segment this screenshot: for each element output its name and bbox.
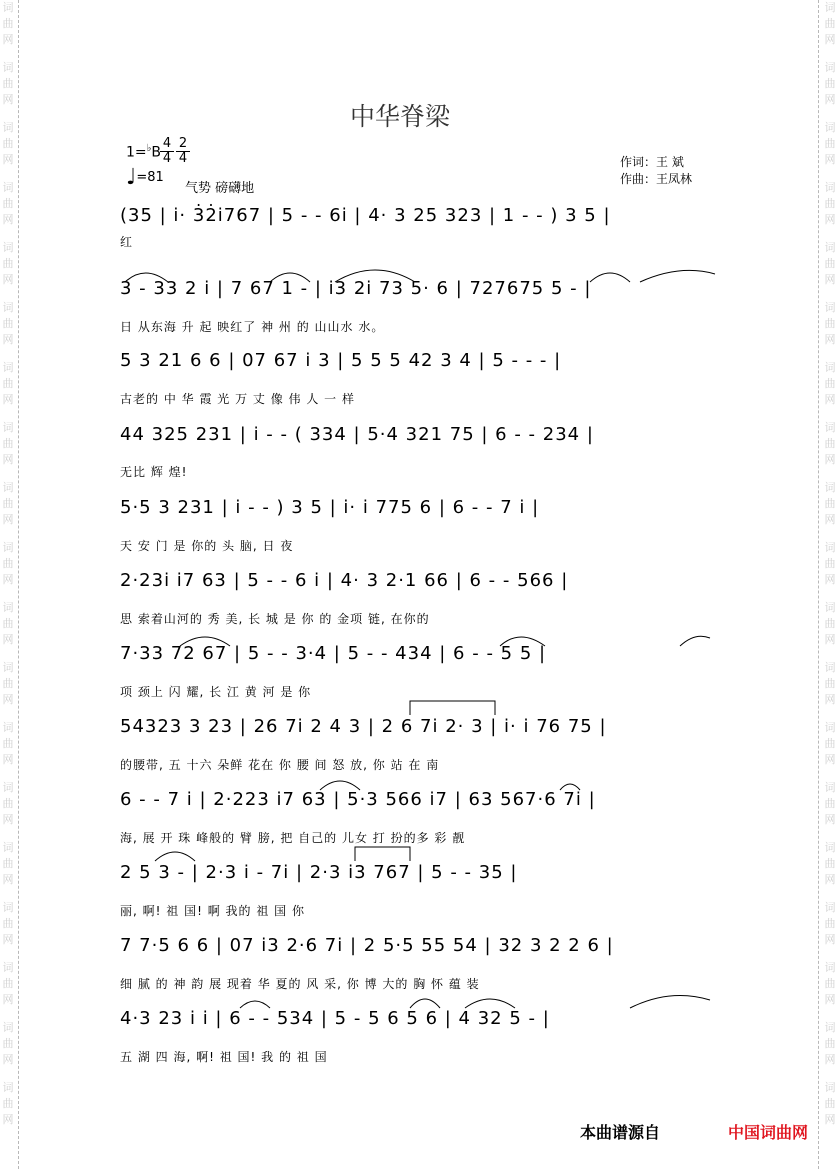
- watermark-glyph: 网: [824, 873, 836, 886]
- watermark-glyph: 网: [2, 573, 14, 586]
- watermark-glyph: 词: [2, 361, 14, 374]
- left-border: [18, 0, 19, 1169]
- watermark-glyph: 曲: [824, 617, 836, 630]
- lyric-line: 海, 展 开 珠 峰般的 臂 膀, 把 自己的 儿女 打 扮的多 彩 靓: [120, 831, 466, 845]
- slur: [120, 697, 720, 717]
- watermark-glyph: 词: [824, 601, 836, 614]
- right-border: [818, 0, 819, 1169]
- watermark-glyph: 词: [2, 841, 14, 854]
- watermark-glyph: 词: [824, 421, 836, 434]
- watermark-glyph: 曲: [824, 737, 836, 750]
- watermark-glyph: 曲: [824, 257, 836, 270]
- watermark-glyph: 网: [2, 1053, 14, 1066]
- watermark-glyph: 词: [2, 241, 14, 254]
- watermark-glyph: 网: [824, 633, 836, 646]
- watermark-glyph: 曲: [2, 917, 14, 930]
- source-site-link[interactable]: 中国词曲网: [727, 1123, 808, 1142]
- watermark-glyph: 曲: [2, 257, 14, 270]
- lyric-line: 思 索着山河的 秀 美, 长 城 是 你 的 金项 链, 在你的: [120, 612, 430, 626]
- watermark-glyph: 词: [824, 1081, 836, 1094]
- watermark-glyph: 网: [2, 93, 14, 106]
- score-system: (35 | i· 3̇2̇i767 | 5 - - 6i | 4· 3 25 323 | 1 - - ) 3 5 |: [120, 205, 611, 226]
- watermark-glyph: 网: [824, 993, 836, 1006]
- watermark-glyph: 词: [824, 1, 836, 14]
- lyricist-credit: 作词：王 斌: [620, 155, 684, 169]
- watermark-glyph: 网: [824, 333, 836, 346]
- watermark-glyph: 词: [2, 1081, 14, 1094]
- watermark-glyph: 网: [2, 993, 14, 1006]
- watermark-glyph: 网: [2, 273, 14, 286]
- watermark-glyph: 网: [2, 393, 14, 406]
- watermark-glyph: 曲: [2, 797, 14, 810]
- score-system: 5 3 21 6 6 | 07 67 i 3 | 5 5 5 42 3 4 | 5 - - - |: [120, 350, 562, 371]
- watermark-glyph: 词: [2, 121, 14, 134]
- watermark-glyph: 词: [824, 1021, 836, 1034]
- watermark-glyph: 词: [2, 481, 14, 494]
- watermark-glyph: 词: [2, 1, 14, 14]
- watermark-glyph: 曲: [2, 977, 14, 990]
- watermark-glyph: 曲: [824, 857, 836, 870]
- composer-credit: 作曲：王凤林: [620, 172, 693, 186]
- watermark-glyph: 曲: [824, 677, 836, 690]
- watermark-glyph: 网: [824, 33, 836, 46]
- lyric-line: 古老的 中 华 霞 光 万 丈 像 伟 人 一 样: [120, 392, 355, 406]
- watermark-glyph: 网: [2, 333, 14, 346]
- watermark-glyph: 词: [824, 901, 836, 914]
- watermark-glyph: 词: [2, 541, 14, 554]
- watermark-glyph: 词: [824, 61, 836, 74]
- watermark-glyph: 网: [824, 153, 836, 166]
- watermark-glyph: 网: [2, 873, 14, 886]
- slur: [120, 843, 720, 863]
- watermark-glyph: 网: [2, 33, 14, 46]
- watermark-glyph: 词: [824, 541, 836, 554]
- watermark-glyph: 曲: [2, 737, 14, 750]
- watermark-glyph: 词: [824, 781, 836, 794]
- score-system: 4·3 23 i i | 6 - - 534 | 5 - 5 6 5 6 | 4 32 5 - |: [120, 1008, 550, 1029]
- watermark-glyph: 曲: [824, 797, 836, 810]
- watermark-glyph: 词: [2, 781, 14, 794]
- watermark-glyph: 曲: [2, 617, 14, 630]
- watermark-glyph: 词: [2, 661, 14, 674]
- score-system: 7·33 72 67 | 5 - - 3·4 | 5 - - 434 | 6 - - 5 5 |: [120, 643, 547, 664]
- watermark-glyph: 词: [824, 241, 836, 254]
- watermark-glyph: 网: [2, 813, 14, 826]
- lyric-line: 红: [120, 235, 134, 249]
- source-label: 本曲谱源自: [579, 1123, 660, 1142]
- watermark-glyph: 曲: [824, 317, 836, 330]
- watermark-glyph: 曲: [824, 497, 836, 510]
- score-system: 2·23i i7 63 | 5 - - 6 i | 4· 3 2·1 66 | 6 - - 566 |: [120, 570, 569, 591]
- watermark-glyph: 网: [824, 573, 836, 586]
- tempo-marking: ♩=81: [126, 165, 164, 190]
- watermark-glyph: 网: [2, 453, 14, 466]
- watermark-glyph: 曲: [2, 497, 14, 510]
- watermark-glyph: 曲: [824, 137, 836, 150]
- watermark-glyph: 曲: [824, 917, 836, 930]
- time-signature: 4 4: [160, 137, 174, 166]
- watermark-glyph: 网: [2, 933, 14, 946]
- score-system: 2 5 3 - | 2·3 i - 7i | 2·3 i3 767 | 5 - - 35 |: [120, 862, 518, 883]
- watermark-glyph: 词: [824, 721, 836, 734]
- watermark-glyph: 网: [2, 693, 14, 706]
- watermark-glyph: 曲: [2, 17, 14, 30]
- watermark-glyph: 曲: [2, 1037, 14, 1050]
- watermark-glyph: 词: [2, 901, 14, 914]
- watermark-glyph: 网: [824, 93, 836, 106]
- score-system: 44 325 231 | i - - ( 334 | 5·4 321 75 | 6 - - 234 |: [120, 424, 594, 445]
- watermark-glyph: 网: [824, 213, 836, 226]
- watermark-glyph: 曲: [2, 317, 14, 330]
- watermark-glyph: 词: [2, 421, 14, 434]
- watermark-glyph: 网: [824, 513, 836, 526]
- score-system: 54323 3 23 | 26 7i 2 4 3 | 2 6 7i 2· 3 | i· i 76 75 |: [120, 716, 607, 737]
- watermark-glyph: 词: [824, 661, 836, 674]
- watermark-glyph: 曲: [2, 677, 14, 690]
- watermark-glyph: 曲: [2, 197, 14, 210]
- watermark-glyph: 词: [824, 961, 836, 974]
- watermark-glyph: 网: [824, 1053, 836, 1066]
- watermark-glyph: 曲: [824, 1037, 836, 1050]
- watermark-glyph: 网: [824, 753, 836, 766]
- score-system: 5·5 3 231 | i - - ) 3 5 | i· i 775 6 | 6 - - 7 i |: [120, 497, 540, 518]
- watermark-glyph: 曲: [2, 437, 14, 450]
- page-title: 中华脊梁: [349, 102, 450, 131]
- watermark-glyph: 网: [2, 1113, 14, 1126]
- watermark-glyph: 词: [2, 181, 14, 194]
- watermark-glyph: 词: [824, 181, 836, 194]
- watermark-glyph: 曲: [824, 437, 836, 450]
- watermark-glyph: 网: [2, 513, 14, 526]
- watermark-glyph: 词: [824, 121, 836, 134]
- lyric-line: 的腰带, 五 十六 朵鲜 花在 你 腰 间 怒 放, 你 站 在 南: [120, 758, 440, 772]
- key-signature: 1=♭B: [126, 143, 161, 161]
- watermark-glyph: 曲: [824, 77, 836, 90]
- score-system: 6 - - 7 i | 2·223 i7 63 | 5·3 566 i7 | 63 567·6 7i |: [120, 789, 596, 810]
- watermark-glyph: 词: [2, 601, 14, 614]
- watermark-glyph: 曲: [824, 197, 836, 210]
- watermark-glyph: 曲: [824, 1097, 836, 1110]
- watermark-glyph: 词: [2, 61, 14, 74]
- score-system: 3 - 33 2 i | 7 67 1 - | i3 2i 73 5· 6 | 727675 5 - |: [120, 278, 592, 299]
- lyric-line: 日 从东海 升 起 映红了 神 州 的 山山水 水。: [120, 320, 385, 334]
- watermark-glyph: 曲: [824, 557, 836, 570]
- watermark-glyph: 曲: [824, 377, 836, 390]
- watermark-glyph: 词: [824, 301, 836, 314]
- time-signature: 2 4: [176, 137, 190, 166]
- watermark-glyph: 曲: [824, 17, 836, 30]
- watermark-glyph: 曲: [2, 857, 14, 870]
- watermark-glyph: 网: [824, 453, 836, 466]
- lyric-line: 无比 辉 煌!: [120, 465, 188, 479]
- watermark-glyph: 网: [824, 813, 836, 826]
- expression-marking: 气势 磅礴地: [185, 181, 255, 196]
- watermark-glyph: 词: [2, 1021, 14, 1034]
- watermark-glyph: 曲: [824, 977, 836, 990]
- watermark-glyph: 网: [2, 213, 14, 226]
- watermark-glyph: 网: [2, 753, 14, 766]
- watermark-glyph: 词: [2, 301, 14, 314]
- score-system: 7 7·5 6 6 | 07 i3 2·6 7i | 2 5·5 55 54 | 32 3 2 2 6 |: [120, 935, 614, 956]
- watermark-glyph: 网: [2, 633, 14, 646]
- watermark-glyph: 曲: [2, 377, 14, 390]
- lyric-line: 五 湖 四 海, 啊! 祖 国! 我 的 祖 国: [120, 1050, 328, 1064]
- slur: [120, 990, 720, 1010]
- lyric-line: 丽, 啊! 祖 国! 啊 我的 祖 国 你: [120, 904, 305, 918]
- watermark-glyph: 词: [824, 361, 836, 374]
- watermark-glyph: 网: [824, 693, 836, 706]
- lyric-line: 天 安 门 是 你的 头 脑, 日 夜: [120, 539, 294, 553]
- watermark-glyph: 网: [824, 393, 836, 406]
- watermark-glyph: 词: [824, 481, 836, 494]
- watermark-glyph: 词: [2, 721, 14, 734]
- watermark-glyph: 词: [2, 961, 14, 974]
- watermark-glyph: 网: [824, 273, 836, 286]
- lyric-line: 细 腻 的 神 韵 展 现着 华 夏的 风 采, 你 博 大的 胸 怀 蕴 装: [120, 977, 480, 991]
- lyric-line: 项 颈上 闪 耀, 长 江 黄 河 是 你: [120, 685, 312, 699]
- watermark-glyph: 词: [824, 841, 836, 854]
- watermark-glyph: 曲: [2, 1097, 14, 1110]
- watermark-glyph: 网: [2, 153, 14, 166]
- watermark-glyph: 曲: [2, 77, 14, 90]
- watermark-glyph: 网: [824, 1113, 836, 1126]
- watermark-glyph: 曲: [2, 557, 14, 570]
- watermark-glyph: 曲: [2, 137, 14, 150]
- watermark-glyph: 网: [824, 933, 836, 946]
